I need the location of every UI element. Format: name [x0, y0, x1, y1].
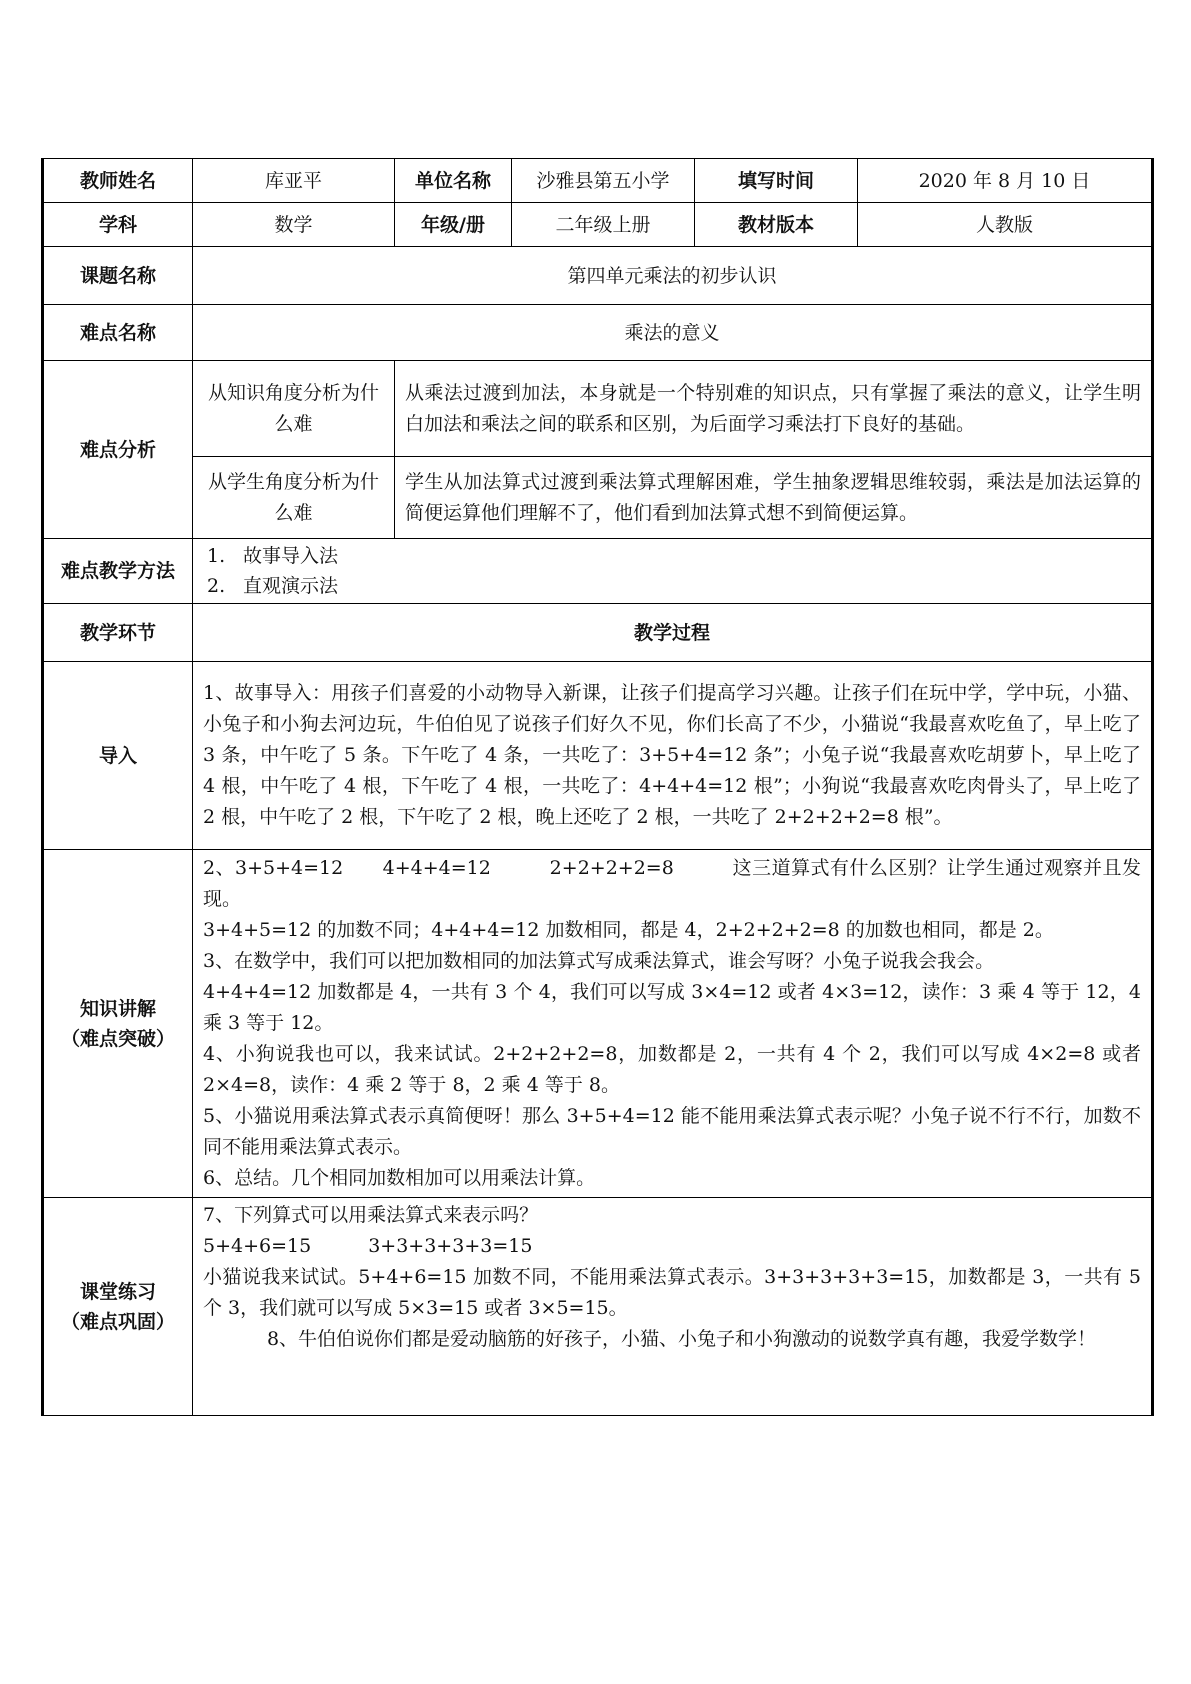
method-item: 1. 故事导入法 [207, 545, 339, 567]
practice-paragraph: 5+4+6=15 3+3+3+3+3=15 [203, 1235, 533, 1257]
explain-row [43, 850, 1153, 1198]
difficulty-value: 乘法的意义 [193, 305, 1153, 361]
analysis-row-knowledge [43, 361, 1153, 457]
stage-header: 教学环节 [43, 604, 193, 662]
practice-text [193, 1198, 1153, 1416]
practice-paragraph: 小猫说我来试试。5+4+6=15 加数不同，不能用乘法算式表示。3+3+3+3+3=15，加数都是 3，一共有 5 个 3，我们就可以写成 5×3=15 或者 3×5=15。 [203, 1266, 1141, 1319]
explain-paragraph: 3、在数学中，我们可以把加数相同的加法算式写成乘法算式，谁会写呀？小兔子说我会我会。 [203, 950, 995, 972]
grade-value: 二年级上册 [512, 203, 695, 247]
explain-label-line1: 知识讲解 [79, 997, 156, 1020]
unit-label: 单位名称 [395, 159, 512, 203]
date-value: 2020 年 8 月 10 日 [858, 159, 1153, 203]
analysis-row-student [43, 457, 1153, 539]
subject-value: 数学 [193, 203, 395, 247]
explain-paragraph: 4+4+4=12 加数都是 4，一共有 3 个 4，我们可以写成 3×4=12 或者 4×3=12，读作：3 乘 4 等于 12，4 乘 3 等于 12。 [203, 981, 1141, 1034]
practice-label-line2: （难点巩固） [60, 1310, 175, 1333]
explain-label [43, 850, 193, 1198]
process-header-row [43, 604, 1153, 662]
topic-row [43, 247, 1153, 305]
methods-label: 难点教学方法 [43, 539, 193, 604]
practice-paragraph: 8、牛伯伯说你们都是爱动脑筋的好孩子，小猫、小兔子和小狗激动的说数学真有趣，我爱学数学！ [266, 1328, 1097, 1350]
practice-label [43, 1198, 193, 1416]
analysis-label: 难点分析 [43, 361, 193, 539]
method-item: 2. 直观演示法 [207, 575, 339, 597]
topic-value: 第四单元乘法的初步认识 [193, 247, 1153, 305]
difficulty-label: 难点名称 [43, 305, 193, 361]
date-label: 填写时间 [695, 159, 858, 203]
process-header: 教学过程 [193, 604, 1153, 662]
intro-text: 1、故事导入：用孩子们喜爱的小动物导入新课，让孩子们提高学习兴趣。让孩子们在玩中学，学中玩，小猫、小兔子和小狗去河边玩，牛伯伯见了说孩子们好久不见，你们长高了不少，小猫说“我最喜欢吃鱼了，早上吃了 3 条，中午吃了 5 条。下午吃了 4 条，一共吃了：3+5+4=12 条”；小兔子说“我最喜欢吃胡萝卜，早上吃了 4 根，中午吃了 4 根，下午吃了 4 根，一共吃了：4+4+4=12 根”；小狗说“我最喜欢吃肉骨头了，早上吃了 2 根，中午吃了 2 根，下午吃了 2 根，晚上还吃了 2 根，一共吃了 2+2+2+2=8 根”。 [193, 662, 1153, 850]
student-angle-text: 学生从加法算式过渡到乘法算式理解困难，学生抽象逻辑思维较弱，乘法是加法运算的简便运算他们理解不了，他们看到加法算式想不到简便运算。 [395, 457, 1153, 539]
teacher-value: 库亚平 [193, 159, 395, 203]
methods-row [43, 539, 1153, 604]
explain-paragraph: 4、小狗说我也可以，我来试试。2+2+2+2=8，加数都是 2，一共有 4 个 2，我们可以写成 4×2=8 或者 2×4=8，读作：4 乘 2 等于 8，2 乘 4 等于 8。 [203, 1043, 1141, 1096]
explain-paragraph: 2、3+5+4=12 4+4+4=12 2+2+2+2=8 这三道算式有什么区别？让学生通过观察并且发现。 [203, 857, 1141, 910]
practice-row [43, 1198, 1153, 1416]
lesson-plan-table [41, 158, 1154, 1416]
topic-label: 课题名称 [43, 247, 193, 305]
explain-label-line2: （难点突破） [60, 1027, 175, 1050]
explain-paragraph: 5、小猫说用乘法算式表示真简便呀！那么 3+5+4=12 能不能用乘法算式表示呢？小兔子说不行不行，加数不同不能用乘法算式表示。 [203, 1105, 1141, 1158]
practice-paragraph: 7、下列算式可以用乘法算式来表示吗？ [203, 1204, 539, 1226]
edition-value: 人教版 [858, 203, 1153, 247]
header-row-1 [43, 159, 1153, 203]
explain-paragraph: 3+4+5=12 的加数不同；4+4+4=12 加数相同，都是 4，2+2+2+2=8 的加数也相同，都是 2。 [203, 919, 1054, 941]
difficulty-row [43, 305, 1153, 361]
intro-row [43, 662, 1153, 850]
teacher-label: 教师姓名 [43, 159, 193, 203]
knowledge-angle-label: 从知识角度分析为什么难 [193, 361, 395, 457]
intro-label: 导入 [43, 662, 193, 850]
knowledge-angle-text: 从乘法过渡到加法，本身就是一个特别难的知识点，只有掌握了乘法的意义，让学生明白加法和乘法之间的联系和区别，为后面学习乘法打下良好的基础。 [395, 361, 1153, 457]
student-angle-label: 从学生角度分析为什么难 [193, 457, 395, 539]
explain-paragraph: 6、总结。几个相同加数相加可以用乘法计算。 [203, 1167, 596, 1189]
unit-value: 沙雅县第五小学 [512, 159, 695, 203]
methods-list [193, 539, 1153, 604]
subject-label: 学科 [43, 203, 193, 247]
edition-label: 教材版本 [695, 203, 858, 247]
grade-label: 年级/册 [395, 203, 512, 247]
header-row-2 [43, 203, 1153, 247]
practice-label-line1: 课堂练习 [79, 1280, 156, 1303]
explain-text [193, 850, 1153, 1198]
